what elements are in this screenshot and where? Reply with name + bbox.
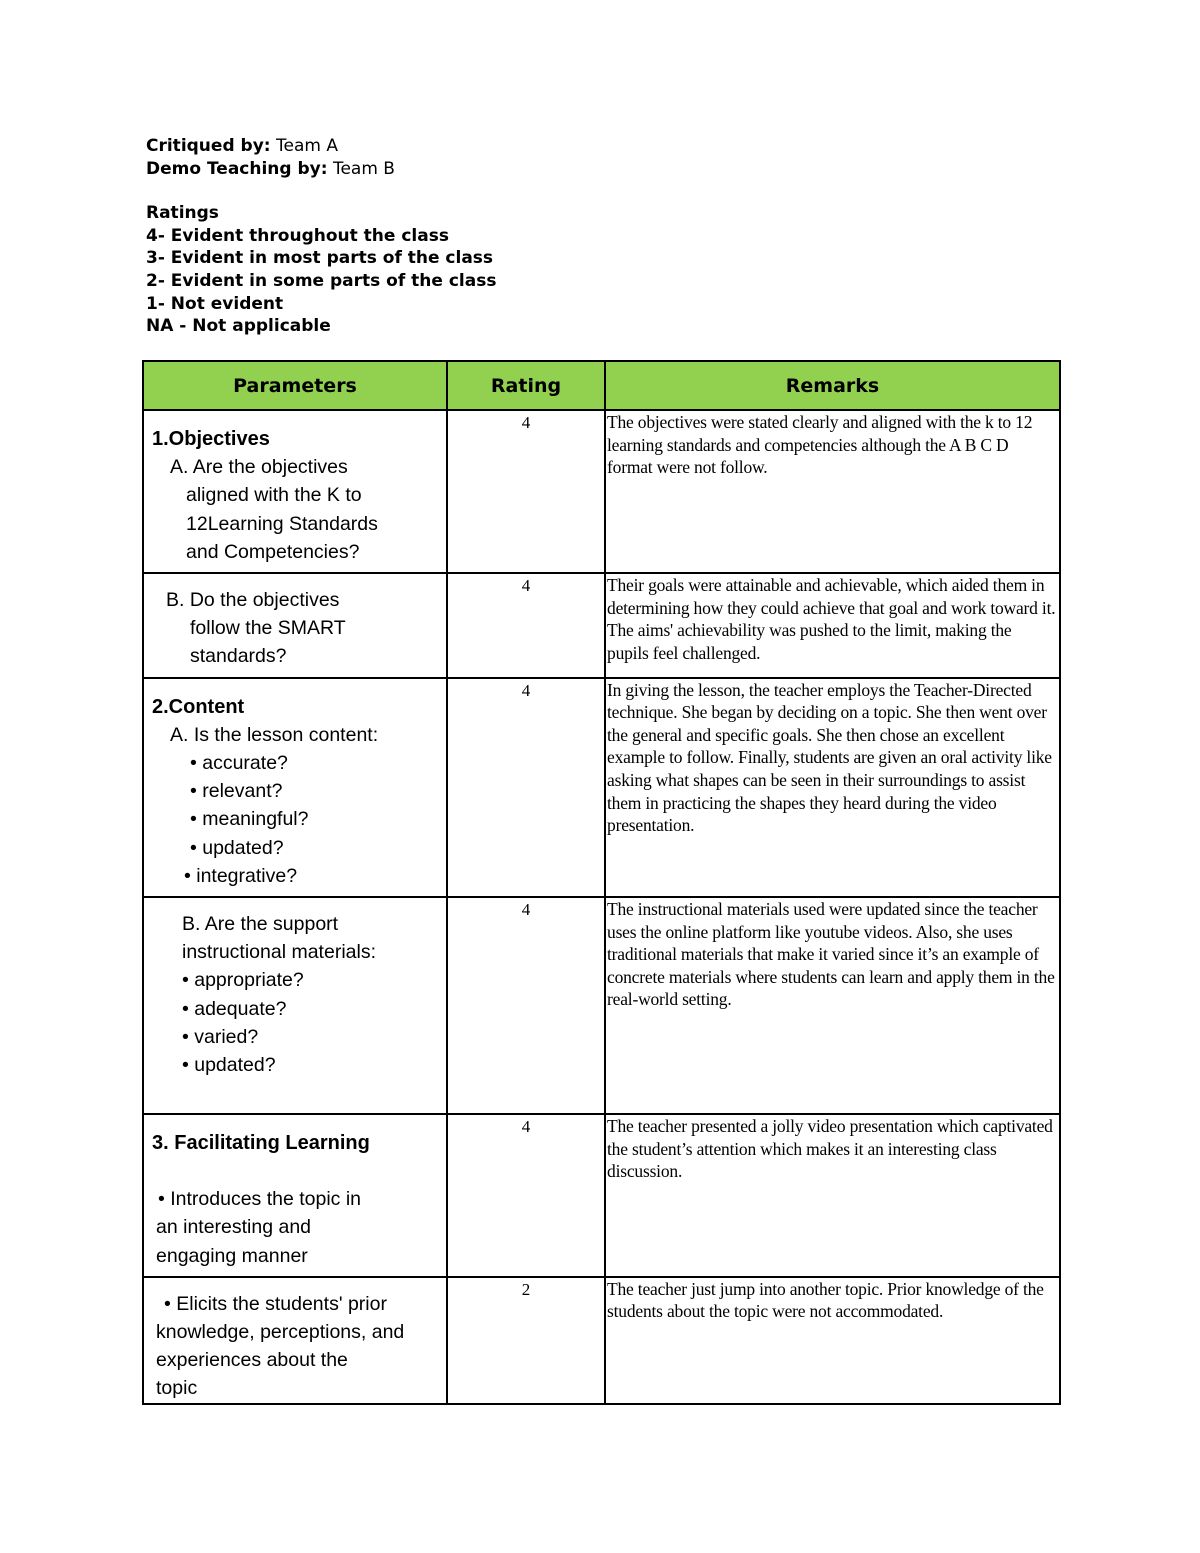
- rating-scale-item: 4- Evident throughout the class: [146, 225, 449, 246]
- bullet-item: • Elicits the students' prior: [164, 1292, 387, 1315]
- demo-teaching-label: Demo Teaching by:: [146, 158, 328, 179]
- parameter-line: instructional materials:: [182, 941, 376, 964]
- section-title: 3. Facilitating Learning: [152, 1132, 370, 1155]
- rating-value: 4: [521, 680, 531, 700]
- ratings-title: Ratings: [146, 203, 219, 224]
- table-row: [143, 897, 1060, 1114]
- section-title: 2.Content: [152, 695, 245, 718]
- remarks-text: Their goals were attainable and achievable, which aided them in determining how they could achieve that goal and work toward it. The aims' achievability was pushed to the limit, making the pupils feel challenged.: [607, 575, 1056, 663]
- bullet-item: • adequate?: [182, 997, 287, 1020]
- rating-value: 4: [521, 576, 531, 596]
- remarks-text: The teacher just jump into another topic. Prior knowledge of the students about the topic were not accommodated.: [607, 1278, 1044, 1322]
- critiqued-by-line: [146, 135, 496, 158]
- bullet-item: • updated?: [182, 1054, 276, 1077]
- rating-value: 4: [521, 1117, 531, 1137]
- parameter-cell: [144, 574, 446, 677]
- parameter-line: experiences about the: [156, 1349, 348, 1372]
- table-row: [143, 678, 1060, 897]
- rating-scale-item: NA - Not applicable: [146, 316, 331, 337]
- evaluation-table: [142, 360, 1061, 1405]
- demo-teaching-line: [146, 158, 496, 181]
- header-parameters: Parameters: [143, 361, 447, 410]
- table-header-row: [143, 361, 1060, 410]
- bullet-item: • appropriate?: [182, 969, 304, 992]
- bullet-item: • relevant?: [190, 780, 283, 803]
- parameter-line: aligned with the K to: [186, 484, 362, 507]
- demo-teaching-value: Team B: [332, 158, 395, 179]
- parameter-cell: [144, 411, 446, 572]
- remarks-text: The teacher presented a jolly video presentation which captivated the student’s attention which makes it an interesting class discussion.: [607, 1116, 1053, 1182]
- bullet-item: • integrative?: [184, 864, 298, 887]
- rating-scale-item: 2- Evident in some parts of the class: [146, 270, 497, 291]
- header-remarks: Remarks: [605, 361, 1060, 410]
- parameter-cell: [144, 679, 446, 896]
- parameter-line: topic: [156, 1377, 198, 1400]
- parameter-line: standards?: [190, 645, 287, 668]
- parameter-cell: [144, 1278, 446, 1403]
- table-row: [143, 410, 1060, 573]
- document-header: [146, 135, 496, 338]
- remarks-text: In giving the lesson, the teacher employs the Teacher-Directed technique. She began by deciding on a topic. She then went over the general and specific goals. She then chose an excellent example to follow. Finally, students are given an oral activity like asking what shapes can be seen in their surroundings to assist them in practicing the shapes they heard during the video presentation.: [607, 679, 1052, 836]
- parameter-line: 12Learning Standards: [186, 512, 378, 535]
- parameter-line: knowledge, perceptions, and: [156, 1321, 405, 1344]
- parameter-line: B. Do the objectives: [166, 589, 340, 612]
- table-row: [143, 573, 1060, 678]
- table-row: [143, 1114, 1060, 1277]
- section-title: 1.Objectives: [152, 428, 270, 450]
- bullet-item: • varied?: [182, 1025, 259, 1048]
- parameter-line: B. Are the support: [182, 913, 339, 936]
- bullet-item: • Introduces the topic in: [158, 1188, 362, 1211]
- rating-value: 4: [521, 900, 531, 920]
- bullet-item: • accurate?: [190, 752, 288, 775]
- rating-value: 4: [521, 413, 531, 432]
- critiqued-by-label: Critiqued by:: [146, 136, 271, 156]
- parameter-cell: [144, 898, 446, 1085]
- rating-scale-item: 3- Evident in most parts of the class: [146, 248, 494, 269]
- bullet-item: • meaningful?: [190, 808, 309, 831]
- remarks-text: The objectives were stated clearly and aligned with the k to 12 learning standards and competencies although the A B C D format were not follow.: [607, 412, 1033, 478]
- parameter-line: and Competencies?: [186, 540, 360, 563]
- parameter-line: follow the SMART: [190, 617, 346, 640]
- remarks-text: The instructional materials used were updated since the teacher uses the online platform like youtube videos. Also, she uses traditional materials that make it varied since it’s an example of concrete materials where students can learn and apply them in the real-world setting.: [607, 899, 1055, 1010]
- parameter-cell: [144, 1115, 446, 1276]
- table-row: [143, 1277, 1060, 1404]
- parameter-line: A. Is the lesson content:: [170, 723, 379, 746]
- header-rating: Rating: [447, 361, 605, 410]
- rating-scale-item: 1- Not evident: [146, 293, 284, 314]
- critiqued-by-value: Team A: [275, 136, 338, 156]
- parameter-line: engaging manner: [156, 1244, 308, 1267]
- rating-value: 2: [521, 1279, 531, 1299]
- parameter-line: A. Are the objectives: [170, 456, 348, 479]
- parameter-line: an interesting and: [156, 1216, 312, 1239]
- bullet-item: • updated?: [190, 836, 284, 859]
